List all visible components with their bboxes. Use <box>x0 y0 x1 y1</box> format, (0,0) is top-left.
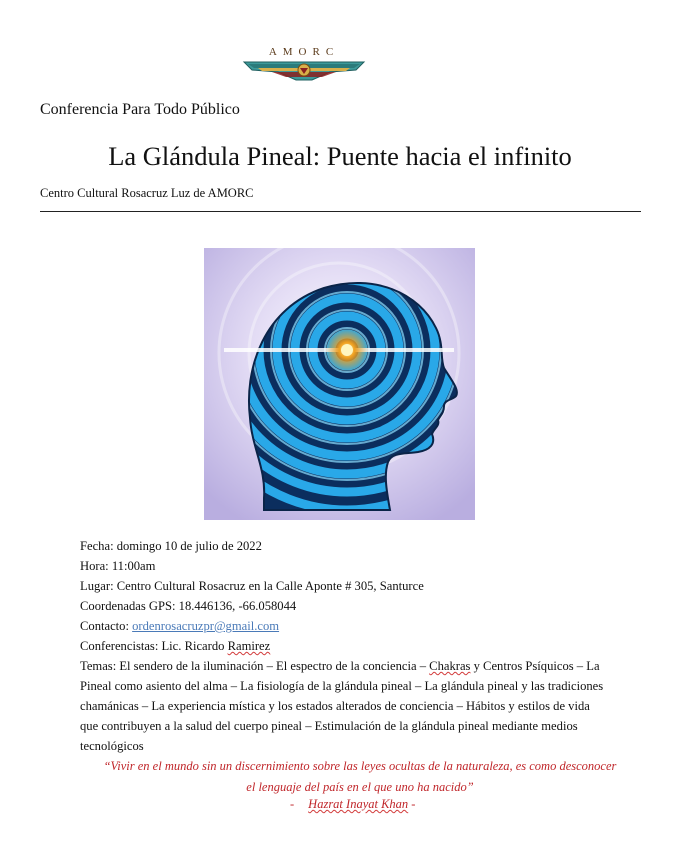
topics-text: y Centros Psíquicos – La <box>470 659 600 673</box>
attribution-dash: - <box>290 797 295 811</box>
quote <box>60 756 660 798</box>
speakers-label: Conferencistas: Lic. Ricardo <box>80 639 228 653</box>
amorc-logo <box>242 40 366 86</box>
event-location: Lugar: Centro Cultural Rosacruz en la Calle Aponte # 305, Santurce <box>80 579 424 593</box>
topics-line: que contribuyen a la salud del cuerpo pineal – Estimulación de la glándula pineal mediante medios <box>80 719 578 733</box>
quote-attribution <box>290 797 415 812</box>
contact-email-link[interactable]: ordenrosacruzpr@gmail.com <box>132 619 280 633</box>
logo-text: AMORC <box>268 46 340 58</box>
quote-line: el lenguaje del país en el que uno ha nacido” <box>246 780 474 794</box>
quote-author: Hazrat Inayat Khan <box>308 797 409 811</box>
event-gps: Coordenadas GPS: 18.446136, -66.058044 <box>80 599 297 613</box>
contact-label: Contacto: <box>80 619 133 633</box>
topics-line: chamánicas – La experiencia mística y los estados alterados de conciencia – Hábitos y estilos de vida <box>80 699 590 713</box>
speaker-name: Ramirez <box>227 639 271 653</box>
event-details <box>80 536 640 756</box>
topics-line: Pineal como asiento del alma – La fisiología de la glándula pineal – La glándula pineal y las tradiciones <box>80 679 604 693</box>
divider <box>40 211 641 212</box>
topics-chakras: Chakras <box>429 659 471 673</box>
page-title: La Glándula Pineal: Puente hacia el infinito <box>108 141 572 171</box>
organizer-name: Centro Cultural Rosacruz Luz de AMORC <box>40 186 254 200</box>
quote-line: “Vivir en el mundo sin un discernimiento sobre las leyes ocultas de la naturaleza, es como desconocer <box>103 759 617 773</box>
topics-line <box>80 656 640 676</box>
attribution-end: - <box>408 797 416 811</box>
topics-line: tecnológicos <box>80 739 144 753</box>
lecture-type: Conferencia Para Todo Público <box>40 101 240 118</box>
speakers-line <box>80 636 640 656</box>
topics-text: Temas: El sendero de la iluminación – El espectro de la conciencia – <box>80 659 430 673</box>
head-spiral-illustration <box>204 248 475 520</box>
event-date: Fecha: domingo 10 de julio de 2022 <box>80 539 262 553</box>
event-time: Hora: 11:00am <box>80 559 156 573</box>
contact-line <box>80 616 640 636</box>
